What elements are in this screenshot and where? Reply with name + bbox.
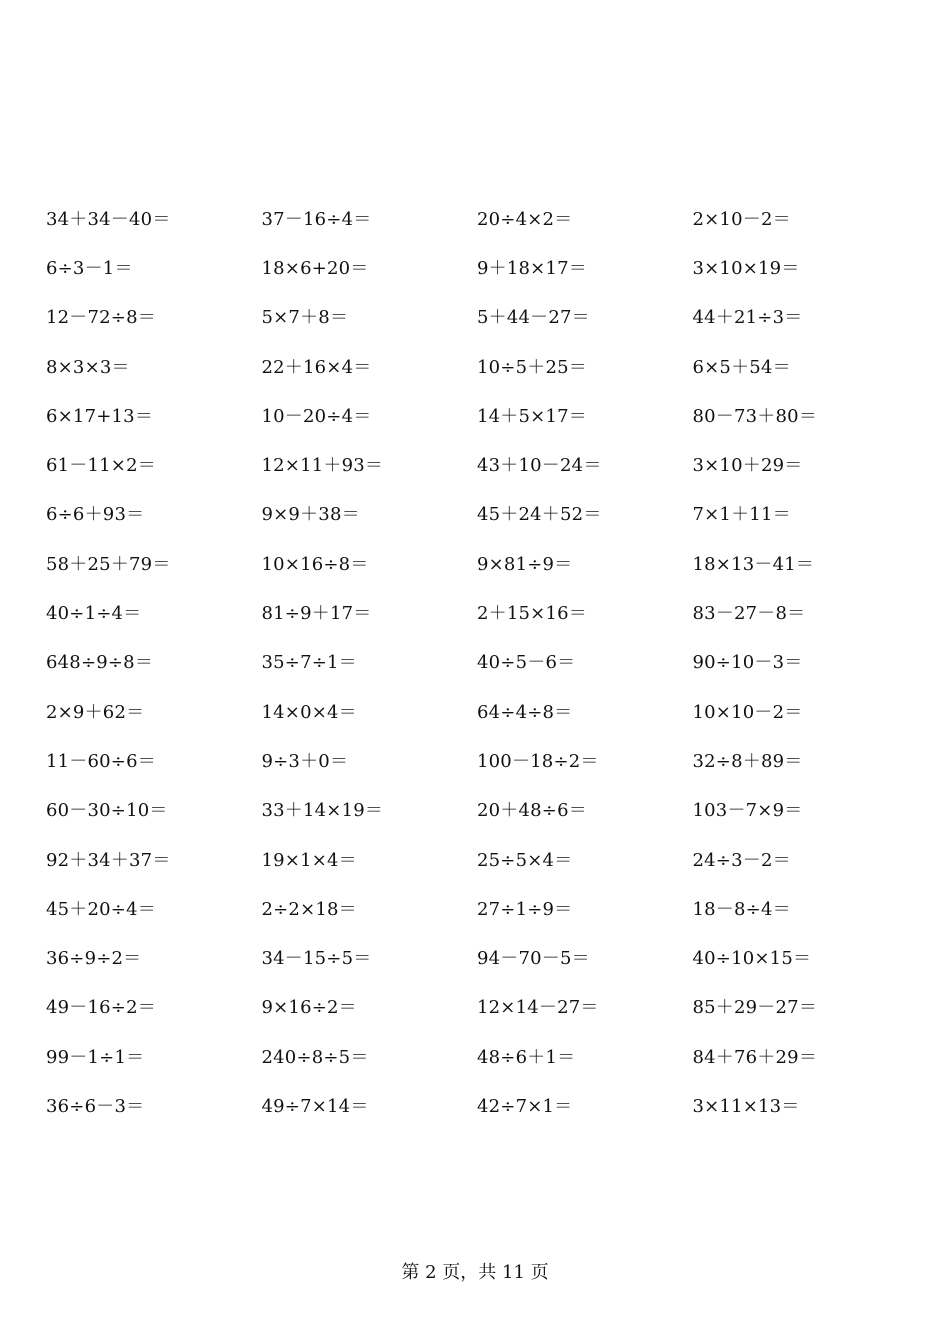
arithmetic-problem: 34＋34－40＝ (46, 208, 171, 230)
arithmetic-problem: 60－30÷10＝ (46, 800, 168, 822)
arithmetic-problem: 6×17+13＝ (46, 405, 154, 427)
arithmetic-problem: 40÷1÷4＝ (46, 603, 142, 625)
arithmetic-problem: 49÷7×14＝ (261, 1095, 369, 1117)
arithmetic-problem: 2×10－2＝ (692, 208, 791, 230)
arithmetic-problem: 12－72÷8＝ (46, 307, 156, 329)
arithmetic-problem: 18×6+20＝ (261, 257, 369, 279)
arithmetic-problem: 5＋44－27＝ (477, 307, 590, 329)
arithmetic-problem: 3×10＋29＝ (692, 455, 803, 477)
arithmetic-problem: 14×0×4＝ (261, 701, 357, 723)
arithmetic-problem: 43＋10－24＝ (477, 455, 602, 477)
arithmetic-problem: 33＋14×19＝ (261, 800, 384, 822)
arithmetic-problem: 84＋76＋29＝ (692, 1046, 818, 1068)
worksheet-row (46, 341, 916, 390)
arithmetic-problem: 19×1×4＝ (261, 849, 357, 871)
worksheet-row (46, 489, 916, 538)
arithmetic-problem: 10×16÷8＝ (261, 553, 369, 575)
page-number-footer: 第 2 页，共 11 页 (401, 1262, 549, 1283)
arithmetic-problem: 6÷3－1＝ (46, 257, 133, 279)
arithmetic-problem: 92＋34＋37＝ (46, 849, 171, 871)
worksheet-row (46, 439, 916, 488)
worksheet-row (46, 735, 916, 784)
arithmetic-problem: 45＋24＋52＝ (477, 504, 602, 526)
arithmetic-problem: 9＋18×17＝ (477, 257, 587, 279)
arithmetic-problem: 85＋29－27＝ (692, 997, 818, 1019)
arithmetic-problem: 36÷6－3＝ (46, 1095, 145, 1117)
arithmetic-problem: 20÷4×2＝ (477, 208, 573, 230)
worksheet-row (46, 785, 916, 834)
arithmetic-problem: 90÷10－3＝ (692, 652, 803, 674)
arithmetic-problem: 44＋21÷3＝ (692, 307, 803, 329)
arithmetic-problem: 37－16÷4＝ (261, 208, 372, 230)
worksheet-row (46, 390, 916, 439)
arithmetic-problem: 40÷10×15＝ (692, 948, 812, 970)
arithmetic-problem: 5×7＋8＝ (261, 307, 349, 329)
arithmetic-problem: 42÷7×1＝ (477, 1095, 573, 1117)
arithmetic-problem: 11－60÷6＝ (46, 750, 156, 772)
arithmetic-problem: 18×13－41＝ (692, 553, 815, 575)
arithmetic-problem: 99－1÷1＝ (46, 1046, 145, 1068)
arithmetic-problem: 100－18÷2＝ (477, 750, 599, 772)
worksheet-row (46, 538, 916, 587)
arithmetic-problem: 18－8÷4＝ (692, 898, 791, 920)
arithmetic-problem: 2＋15×16＝ (477, 603, 587, 625)
arithmetic-problem: 35÷7÷1＝ (261, 652, 357, 674)
arithmetic-problem: 45＋20÷4＝ (46, 898, 156, 920)
arithmetic-problem: 8×3×3＝ (46, 356, 130, 378)
arithmetic-problem: 648÷9÷8＝ (46, 652, 154, 674)
arithmetic-problem: 2÷2×18＝ (261, 898, 357, 920)
arithmetic-problem: 36÷9÷2＝ (46, 948, 142, 970)
worksheet-row (46, 637, 916, 686)
arithmetic-problem: 9÷3＋0＝ (261, 750, 349, 772)
arithmetic-problem: 64÷4÷8＝ (477, 701, 573, 723)
arithmetic-problem: 20＋48÷6＝ (477, 800, 587, 822)
worksheet-row (46, 932, 916, 981)
arithmetic-problem: 6÷6＋93＝ (46, 504, 145, 526)
arithmetic-problem: 7×1＋11＝ (692, 504, 791, 526)
arithmetic-problem: 81÷9＋17＝ (261, 603, 372, 625)
arithmetic-problem: 40÷5－6＝ (477, 652, 576, 674)
arithmetic-problem: 10×10－2＝ (692, 701, 803, 723)
arithmetic-problem: 9×16÷2＝ (261, 997, 357, 1019)
arithmetic-problem: 58＋25＋79＝ (46, 553, 171, 575)
worksheet-row (46, 587, 916, 636)
arithmetic-problem: 2×9＋62＝ (46, 701, 145, 723)
arithmetic-problem: 10÷5＋25＝ (477, 356, 587, 378)
arithmetic-problem: 48÷6＋1＝ (477, 1046, 576, 1068)
arithmetic-problem: 12×14－27＝ (477, 997, 599, 1019)
arithmetic-problem: 12×11＋93＝ (261, 455, 384, 477)
arithmetic-problem: 240÷8÷5＝ (261, 1046, 369, 1068)
worksheet-row (46, 982, 916, 1031)
arithmetic-problem: 83－27－8＝ (692, 603, 806, 625)
worksheet-row (46, 292, 916, 341)
arithmetic-problem: 3×10×19＝ (692, 257, 800, 279)
arithmetic-problem: 27÷1÷9＝ (477, 898, 573, 920)
arithmetic-problem: 103－7×9＝ (692, 800, 803, 822)
arithmetic-problem: 49－16÷2＝ (46, 997, 156, 1019)
worksheet-row (46, 1080, 916, 1129)
arithmetic-problem: 3×11×13＝ (692, 1095, 800, 1117)
worksheet-row (46, 242, 916, 291)
arithmetic-problem: 9×9＋38＝ (261, 504, 360, 526)
arithmetic-problem: 61－11×2＝ (46, 455, 156, 477)
worksheet-row (46, 883, 916, 932)
arithmetic-problem: 24÷3－2＝ (692, 849, 791, 871)
worksheet-row (46, 834, 916, 883)
arithmetic-worksheet (46, 193, 916, 1130)
arithmetic-problem: 32÷8＋89＝ (692, 750, 803, 772)
arithmetic-problem: 80－73＋80＝ (692, 405, 818, 427)
arithmetic-problem: 22＋16×4＝ (261, 356, 372, 378)
arithmetic-problem: 25÷5×4＝ (477, 849, 573, 871)
worksheet-row (46, 1031, 916, 1080)
arithmetic-problem: 9×81÷9＝ (477, 553, 573, 575)
arithmetic-problem: 14＋5×17＝ (477, 405, 587, 427)
arithmetic-problem: 34－15÷5＝ (261, 948, 372, 970)
worksheet-row (46, 686, 916, 735)
arithmetic-problem: 94－70－5＝ (477, 948, 590, 970)
arithmetic-problem: 10－20÷4＝ (261, 405, 372, 427)
worksheet-row (46, 193, 916, 242)
arithmetic-problem: 6×5＋54＝ (692, 356, 791, 378)
